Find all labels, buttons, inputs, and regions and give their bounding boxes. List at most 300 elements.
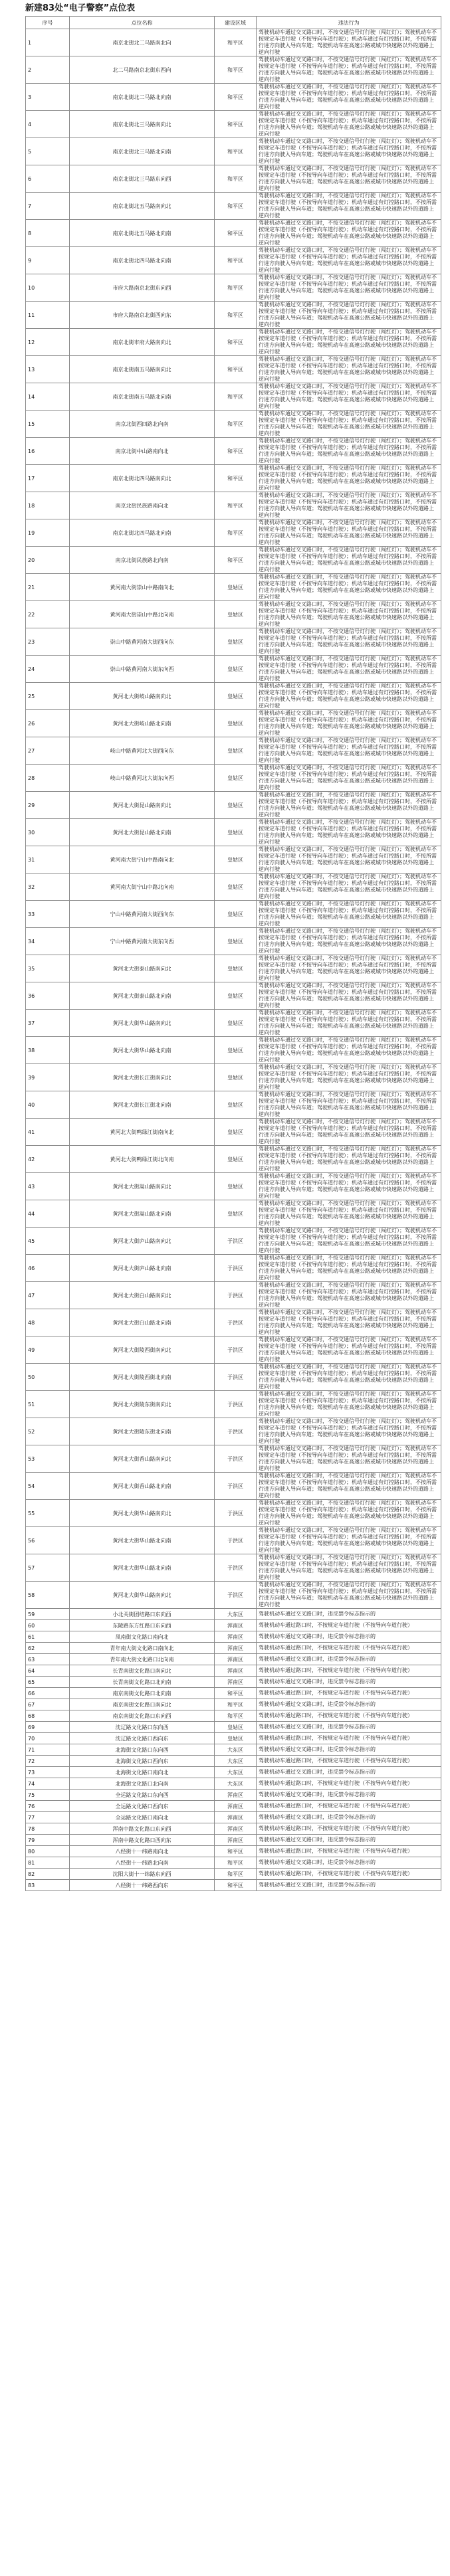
table-row (26, 1688, 441, 1699)
cell-district: 浑南区 (215, 1631, 257, 1643)
cell-index: 64 (26, 1665, 70, 1677)
cell-violation: 驾驶机动车通过交叉路口时，不按交通信号灯行驶（闯红灯）；驾驶机动车不按规定车道行驶（不按导向车道行驶）；机动车通过有灯控路口时，不按所需行进方向驶入导向车道；驾驶机动车在高速公路或城市快速路以外的道路上逆向行驶 (257, 574, 441, 601)
table-row (26, 1418, 441, 1445)
table-row (26, 438, 441, 465)
cell-violation: 驾驶机动车通过交叉路口时，不按交通信号灯行驶（闯红灯）；驾驶机动车不按规定车道行驶（不按导向车道行驶）；机动车通过有灯控路口时，不按所需行进方向驶入导向车道；驾驶机动车在高速公路或城市快速路以外的道路上逆向行驶 (257, 846, 441, 874)
cell-index: 32 (26, 874, 70, 901)
table-row (26, 1445, 441, 1473)
cell-location: 黄河北大街白山路北向南 (70, 1309, 215, 1336)
cell-location: 青年南大街文化路口南向北 (70, 1643, 215, 1654)
cell-violation: 驾驶机动车通过交叉路口时，不按交通信号灯行驶（闯红灯）；驾驶机动车不按规定车道行驶（不按导向车道行驶）；机动车通过有灯控路口时，不按所需行进方向驶入导向车道；驾驶机动车在高速公路或城市快速路以外的道路上逆向行驶 (257, 547, 441, 574)
cell-violation: 驾驶机动车通过交叉路口时，不按交通信号灯行驶（闯红灯）；驾驶机动车不按规定车道行驶（不按导向车道行驶）；机动车通过有灯控路口时，不按所需行进方向驶入导向车道；驾驶机动车在高速公路或城市快速路以外的道路上逆向行驶 (257, 601, 441, 628)
cell-location: 南京北街北四马路南向北 (70, 465, 215, 492)
cell-location: 黄河北大街香山路南向北 (70, 1445, 215, 1473)
cell-location: 黄河北大街嵩山路北向南 (70, 1200, 215, 1228)
cell-violation: 驾驶机动车通过交叉路口时，违反禁令标志指示的 (257, 1812, 441, 1823)
cell-district: 皇姑区 (215, 1119, 257, 1146)
cell-index: 82 (26, 1869, 70, 1880)
table-row (26, 846, 441, 874)
table-row (26, 1146, 441, 1173)
cell-district: 皇姑区 (215, 928, 257, 955)
cell-district: 和平区 (215, 165, 257, 193)
cell-district: 皇姑区 (215, 1146, 257, 1173)
cell-index: 26 (26, 710, 70, 737)
cell-index: 17 (26, 465, 70, 492)
cell-district: 浑南区 (215, 1812, 257, 1823)
cell-location: 南京北街北三马路北向南 (70, 138, 215, 165)
cell-violation: 驾驶机动车通过交叉路口时，不按交通信号灯行驶（闯红灯）；驾驶机动车不按规定车道行驶（不按导向车道行驶）；机动车通过有灯控路口时，不按所需行进方向驶入导向车道；驾驶机动车在高速公路或城市快速路以外的道路上逆向行驶 (257, 1309, 441, 1336)
cell-location: 南京北街南五马路南向北 (70, 356, 215, 383)
table-row (26, 765, 441, 792)
cell-violation: 驾驶机动车通过路口时，不按规定车道行驶（不按导向车道行驶） (257, 1869, 441, 1880)
cell-index: 67 (26, 1699, 70, 1710)
cell-violation: 驾驶机动车通过交叉路口时，不按交通信号灯行驶（闯红灯）；驾驶机动车不按规定车道行驶（不按导向车道行驶）；机动车通过有灯控路口时，不按所需行进方向驶入导向车道；驾驶机动车在高速公路或城市快速路以外的道路上逆向行驶 (257, 1228, 441, 1255)
cell-district: 皇姑区 (215, 737, 257, 765)
header-violation: 违法行为 (257, 17, 441, 29)
cell-violation: 驾驶机动车通过交叉路口时，不按交通信号灯行驶（闯红灯）；驾驶机动车不按规定车道行驶（不按导向车道行驶）；机动车通过有灯控路口时，不按所需行进方向驶入导向车道；驾驶机动车在高速公路或城市快速路以外的道路上逆向行驶 (257, 165, 441, 193)
cell-location: 岐山中路黄河北大街东向西 (70, 765, 215, 792)
table-row (26, 1391, 441, 1418)
cell-violation: 驾驶机动车通过路口时，不按规定车道行驶（不按导向车道行驶） (257, 1801, 441, 1812)
cell-district: 浑南区 (215, 1665, 257, 1677)
cell-violation: 驾驶机动车通过交叉路口时，不按交通信号灯行驶（闯红灯）；驾驶机动车不按规定车道行驶（不按导向车道行驶）；机动车通过有灯控路口时，不按所需行进方向驶入导向车道；驾驶机动车在高速公路或城市快速路以外的道路上逆向行驶 (257, 982, 441, 1010)
cell-location: 八经街十一纬路西向东 (70, 1880, 215, 1891)
cell-district: 皇姑区 (215, 1733, 257, 1744)
cell-index: 13 (26, 356, 70, 383)
cell-violation: 驾驶机动车通过交叉路口时，不按交通信号灯行驶（闯红灯）；驾驶机动车不按规定车道行驶（不按导向车道行驶）；机动车通过有灯控路口时，不按所需行进方向驶入导向车道；驾驶机动车在高速公路或城市快速路以外的道路上逆向行驶 (257, 656, 441, 683)
cell-violation: 驾驶机动车通过交叉路口时，不按交通信号灯行驶（闯红灯）；驾驶机动车不按规定车道行驶（不按导向车道行驶）；机动车通过有灯控路口时，不按所需行进方向驶入导向车道；驾驶机动车在高速公路或城市快速路以外的道路上逆向行驶 (257, 1037, 441, 1064)
cell-district: 和平区 (215, 411, 257, 438)
cell-district: 大东区 (215, 1767, 257, 1778)
cell-violation: 驾驶机动车通过交叉路口时，不按交通信号灯行驶（闯红灯）；驾驶机动车不按规定车道行驶（不按导向车道行驶）；机动车通过有灯控路口时，不按所需行进方向驶入导向车道；驾驶机动车在高速公路或城市快速路以外的道路上逆向行驶 (257, 1445, 441, 1473)
table-row (26, 1064, 441, 1091)
cell-violation: 驾驶机动车通过交叉路口时，不按交通信号灯行驶（闯红灯）；驾驶机动车不按规定车道行驶（不按导向车道行驶）；机动车通过有灯控路口时，不按所需行进方向驶入导向车道；驾驶机动车在高速公路或城市快速路以外的道路上逆向行驶 (257, 765, 441, 792)
cell-district: 浑南区 (215, 1823, 257, 1835)
cell-violation: 驾驶机动车通过交叉路口时，不按交通信号灯行驶（闯红灯）；驾驶机动车不按规定车道行驶（不按导向车道行驶）；机动车通过有灯控路口时，不按所需行进方向驶入导向车道；驾驶机动车在高速公路或城市快速路以外的道路上逆向行驶 (257, 220, 441, 247)
table-row (26, 1857, 441, 1869)
cell-district: 皇姑区 (215, 874, 257, 901)
cell-violation: 驾驶机动车通过交叉路口时，不按交通信号灯行驶（闯红灯）；驾驶机动车不按规定车道行驶（不按导向车道行驶）；机动车通过有灯控路口时，不按所需行进方向驶入导向车道；驾驶机动车在高速公路或城市快速路以外的道路上逆向行驶 (257, 438, 441, 465)
cell-district: 皇姑区 (215, 1091, 257, 1119)
cell-violation: 驾驶机动车通过交叉路口时，不按交通信号灯行驶（闯红灯）；驾驶机动车不按规定车道行驶（不按导向车道行驶）；机动车通过有灯控路口时，不按所需行进方向驶入导向车道；驾驶机动车在高速公路或城市快速路以外的道路上逆向行驶 (257, 274, 441, 302)
cell-location: 北海街文化路口南向北 (70, 1767, 215, 1778)
table-row (26, 1835, 441, 1846)
cell-violation: 驾驶机动车通过交叉路口时，违反禁令标志指示的 (257, 1767, 441, 1778)
cell-violation: 驾驶机动车通过交叉路口时，不按交通信号灯行驶（闯红灯）；驾驶机动车不按规定车道行驶（不按导向车道行驶）；机动车通过有灯控路口时，不按所需行进方向驶入导向车道；驾驶机动车在高速公路或城市快速路以外的道路上逆向行驶 (257, 1091, 441, 1119)
cell-violation: 驾驶机动车通过交叉路口时，不按交通信号灯行驶（闯红灯）；驾驶机动车不按规定车道行驶（不按导向车道行驶）；机动车通过有灯控路口时，不按所需行进方向驶入导向车道；驾驶机动车在高速公路或城市快速路以外的道路上逆向行驶 (257, 1064, 441, 1091)
cell-index: 75 (26, 1790, 70, 1801)
cell-violation: 驾驶机动车通过交叉路口时，不按交通信号灯行驶（闯红灯）；驾驶机动车不按规定车道行驶（不按导向车道行驶）；机动车通过有灯控路口时，不按所需行进方向驶入导向车道；驾驶机动车在高速公路或城市快速路以外的道路上逆向行驶 (257, 1336, 441, 1364)
cell-district: 和平区 (215, 56, 257, 84)
cell-violation: 驾驶机动车通过交叉路口时，不按交通信号灯行驶（闯红灯）；驾驶机动车不按规定车道行驶（不按导向车道行驶）；机动车通过有灯控路口时，不按所需行进方向驶入导向车道；驾驶机动车在高速公路或城市快速路以外的道路上逆向行驶 (257, 1527, 441, 1554)
cell-index: 80 (26, 1846, 70, 1857)
cell-location: 南京南街文化路口南向北 (70, 1699, 215, 1710)
cell-violation: 驾驶机动车通过交叉路口时，违反禁令标志指示的 (257, 1857, 441, 1869)
cell-index: 58 (26, 1582, 70, 1609)
table-row (26, 1309, 441, 1336)
table-row (26, 329, 441, 356)
cell-violation: 驾驶机动车通过交叉路口时，不按交通信号灯行驶（闯红灯）；驾驶机动车不按规定车道行驶（不按导向车道行驶）；机动车通过有灯控路口时，不按所需行进方向驶入导向车道；驾驶机动车在高速公路或城市快速路以外的道路上逆向行驶 (257, 1173, 441, 1200)
cell-violation: 驾驶机动车通过交叉路口时，不按交通信号灯行驶（闯红灯）；驾驶机动车不按规定车道行驶（不按导向车道行驶）；机动车通过有灯控路口时，不按所需行进方向驶入导向车道；驾驶机动车在高速公路或城市快速路以外的道路上逆向行驶 (257, 1010, 441, 1037)
cell-location: 全运路文化路口东向西 (70, 1790, 215, 1801)
cell-district: 和平区 (215, 1869, 257, 1880)
cell-index: 14 (26, 383, 70, 411)
cell-location: 南京北街民族路南向北 (70, 492, 215, 519)
cell-district: 和平区 (215, 1846, 257, 1857)
cell-index: 49 (26, 1336, 70, 1364)
cell-location: 市府大路南京北街东向西 (70, 274, 215, 302)
cell-location: 黄河南大街崇山中路北向南 (70, 601, 215, 628)
cell-location: 北二马路南京北街东西向 (70, 56, 215, 84)
cell-violation: 驾驶机动车通过交叉路口时，不按交通信号灯行驶（闯红灯）；驾驶机动车不按规定车道行驶（不按导向车道行驶）；机动车通过有灯控路口时，不按所需行进方向驶入导向车道；驾驶机动车在高速公路或城市快速路以外的道路上逆向行驶 (257, 56, 441, 84)
cell-violation: 驾驶机动车通过交叉路口时，不按交通信号灯行驶（闯红灯）；驾驶机动车不按规定车道行驶（不按导向车道行驶）；机动车通过有灯控路口时，不按所需行进方向驶入导向车道；驾驶机动车在高速公路或城市快速路以外的道路上逆向行驶 (257, 683, 441, 710)
table-row (26, 1699, 441, 1710)
cell-location: 黄河北大街陵西街南向北 (70, 1336, 215, 1364)
cell-district: 和平区 (215, 1880, 257, 1891)
cell-location: 宁山中路黄河南大街西向东 (70, 901, 215, 928)
table-row (26, 111, 441, 138)
cell-index: 72 (26, 1756, 70, 1767)
cell-index: 63 (26, 1654, 70, 1665)
cell-location: 南京北街南五马路北向南 (70, 383, 215, 411)
cell-district: 和平区 (215, 302, 257, 329)
cell-location: 东陵路东方红路口东向西 (70, 1620, 215, 1631)
cell-violation: 驾驶机动车通过交叉路口时，违反禁令标志指示的 (257, 1609, 441, 1620)
table-row (26, 1643, 441, 1654)
cell-index: 29 (26, 792, 70, 819)
cell-location: 岐山中路黄河北大街西向东 (70, 737, 215, 765)
cell-index: 46 (26, 1255, 70, 1282)
cell-location: 小北关街团结路口东向西 (70, 1609, 215, 1620)
table-row (26, 138, 441, 165)
cell-index: 7 (26, 193, 70, 220)
cell-district: 于洪区 (215, 1418, 257, 1445)
table-row (26, 84, 441, 111)
cell-location: 南京北街民族路北向南 (70, 547, 215, 574)
cell-location: 黄河北大街陵西街北向南 (70, 1364, 215, 1391)
cell-location: 长青南街文化路口北向南 (70, 1677, 215, 1688)
cell-index: 83 (26, 1880, 70, 1891)
cell-location: 南京北街北五马路南向北 (70, 193, 215, 220)
cell-index: 60 (26, 1620, 70, 1631)
cell-index: 27 (26, 737, 70, 765)
cell-index: 77 (26, 1812, 70, 1823)
cell-index: 25 (26, 683, 70, 710)
cell-location: 浑南中路文化路口西向东 (70, 1835, 215, 1846)
cell-violation: 驾驶机动车通过交叉路口时，不按交通信号灯行驶（闯红灯）；驾驶机动车不按规定车道行驶（不按导向车道行驶）；机动车通过有灯控路口时，不按所需行进方向驶入导向车道；驾驶机动车在高速公路或城市快速路以外的道路上逆向行驶 (257, 383, 441, 411)
cell-index: 48 (26, 1309, 70, 1336)
table-row (26, 247, 441, 274)
cell-location: 南京北街北三马路南向北 (70, 111, 215, 138)
table-row (26, 1710, 441, 1722)
cell-district: 和平区 (215, 138, 257, 165)
cell-index: 10 (26, 274, 70, 302)
table-row (26, 547, 441, 574)
cell-location: 南京北街北四马路北向南 (70, 247, 215, 274)
table-row (26, 819, 441, 846)
table-row (26, 683, 441, 710)
table-row (26, 193, 441, 220)
table-row (26, 1364, 441, 1391)
cell-district: 和平区 (215, 383, 257, 411)
cell-violation: 驾驶机动车通过交叉路口时，不按交通信号灯行驶（闯红灯）；驾驶机动车不按规定车道行驶（不按导向车道行驶）；机动车通过有灯控路口时，不按所需行进方向驶入导向车道；驾驶机动车在高速公路或城市快速路以外的道路上逆向行驶 (257, 901, 441, 928)
table-row (26, 1722, 441, 1733)
cell-index: 65 (26, 1677, 70, 1688)
table-row (26, 29, 441, 56)
cell-violation: 驾驶机动车通过交叉路口时，不按交通信号灯行驶（闯红灯）；驾驶机动车不按规定车道行驶（不按导向车道行驶）；机动车通过有灯控路口时，不按所需行进方向驶入导向车道；驾驶机动车在高速公路或城市快速路以外的道路上逆向行驶 (257, 1391, 441, 1418)
cell-location: 市府大路南京北街西向东 (70, 302, 215, 329)
table-row (26, 1801, 441, 1812)
cell-violation: 驾驶机动车通过路口时，不按规定车道行驶（不按导向车道行驶） (257, 1620, 441, 1631)
cell-index: 66 (26, 1688, 70, 1699)
cell-index: 36 (26, 982, 70, 1010)
cell-index: 73 (26, 1767, 70, 1778)
table-row (26, 955, 441, 982)
cell-location: 八经街十一纬路北向南 (70, 1857, 215, 1869)
table-row (26, 1756, 441, 1767)
table-row (26, 1037, 441, 1064)
cell-location: 南京北街北二马路北向南 (70, 84, 215, 111)
table-row (26, 165, 441, 193)
cell-district: 和平区 (215, 193, 257, 220)
table-row (26, 1282, 441, 1309)
cell-violation: 驾驶机动车通过交叉路口时，不按交通信号灯行驶（闯红灯）；驾驶机动车不按规定车道行驶（不按导向车道行驶）；机动车通过有灯控路口时，不按所需行进方向驶入导向车道；驾驶机动车在高速公路或城市快速路以外的道路上逆向行驶 (257, 1200, 441, 1228)
cell-index: 68 (26, 1710, 70, 1722)
table-row (26, 1744, 441, 1756)
cell-violation: 驾驶机动车通过交叉路口时，不按交通信号灯行驶（闯红灯）；驾驶机动车不按规定车道行驶（不按导向车道行驶）；机动车通过有灯控路口时，不按所需行进方向驶入导向车道；驾驶机动车在高速公路或城市快速路以外的道路上逆向行驶 (257, 302, 441, 329)
cell-index: 40 (26, 1091, 70, 1119)
table-header-row (26, 17, 441, 29)
cell-district: 大东区 (215, 1756, 257, 1767)
cell-index: 51 (26, 1391, 70, 1418)
cell-location: 黄河北大街嵩山路南向北 (70, 1173, 215, 1200)
cell-district: 和平区 (215, 465, 257, 492)
cell-district: 皇姑区 (215, 656, 257, 683)
cell-violation: 驾驶机动车通过交叉路口时，不按交通信号灯行驶（闯红灯）；驾驶机动车不按规定车道行驶（不按导向车道行驶）；机动车通过有灯控路口时，不按所需行进方向驶入导向车道；驾驶机动车在高速公路或城市快速路以外的道路上逆向行驶 (257, 1364, 441, 1391)
cell-location: 黄河南大街宁山中路北向南 (70, 874, 215, 901)
cell-index: 23 (26, 628, 70, 656)
cell-index: 18 (26, 492, 70, 519)
cell-location: 黄河北大街昆山路北向南 (70, 819, 215, 846)
cell-violation: 驾驶机动车通过交叉路口时，不按交通信号灯行驶（闯红灯）；驾驶机动车不按规定车道行驶（不按导向车道行驶）；机动车通过有灯控路口时，不按所需行进方向驶入导向车道；驾驶机动车在高速公路或城市快速路以外的道路上逆向行驶 (257, 193, 441, 220)
cell-district: 于洪区 (215, 1554, 257, 1582)
cell-index: 35 (26, 955, 70, 982)
cell-district: 和平区 (215, 519, 257, 547)
cell-location: 黄河北大街香山路北向南 (70, 1473, 215, 1500)
cell-violation: 驾驶机动车通过交叉路口时，不按交通信号灯行驶（闯红灯）；驾驶机动车不按规定车道行驶（不按导向车道行驶）；机动车通过有灯控路口时，不按所需行进方向驶入导向车道；驾驶机动车在高速公路或城市快速路以外的道路上逆向行驶 (257, 1146, 441, 1173)
cell-district: 于洪区 (215, 1336, 257, 1364)
cell-district: 和平区 (215, 492, 257, 519)
cell-location: 沈辽路文化路口东向西 (70, 1722, 215, 1733)
cell-index: 9 (26, 247, 70, 274)
cell-location: 北海街文化路口西向东 (70, 1756, 215, 1767)
cell-district: 浑南区 (215, 1801, 257, 1812)
cell-index: 1 (26, 29, 70, 56)
table-row (26, 1336, 441, 1364)
cell-district: 浑南区 (215, 1643, 257, 1654)
table-row (26, 1200, 441, 1228)
cell-district: 和平区 (215, 356, 257, 383)
cell-violation: 驾驶机动车通过路口时，不按规定车道行驶（不按导向车道行驶） (257, 1823, 441, 1835)
cell-district: 于洪区 (215, 1473, 257, 1500)
cell-index: 81 (26, 1857, 70, 1869)
table-row (26, 792, 441, 819)
cell-violation: 驾驶机动车通过交叉路口时，不按交通信号灯行驶（闯红灯）；驾驶机动车不按规定车道行驶（不按导向车道行驶）；机动车通过有灯控路口时，不按所需行进方向驶入导向车道；驾驶机动车在高速公路或城市快速路以外的道路上逆向行驶 (257, 710, 441, 737)
cell-location: 黄河北大街华山路北向南 (70, 1527, 215, 1554)
cell-district: 和平区 (215, 247, 257, 274)
table-row (26, 737, 441, 765)
cell-location: 黄河北大街长江街北向南 (70, 1091, 215, 1119)
cell-location: 南京北街北五马路北向南 (70, 220, 215, 247)
cell-location: 黄河北大街岐山路北向南 (70, 710, 215, 737)
cell-violation: 驾驶机动车通过交叉路口时，不按交通信号灯行驶（闯红灯）；驾驶机动车不按规定车道行驶（不按导向车道行驶）；机动车通过有灯控路口时，不按所需行进方向驶入导向车道；驾驶机动车在高速公路或城市快速路以外的道路上逆向行驶 (257, 29, 441, 56)
cell-location: 崇山中路黄河南大街东向西 (70, 656, 215, 683)
cell-location: 南京北街北三马路东向西 (70, 165, 215, 193)
cell-district: 于洪区 (215, 1282, 257, 1309)
cell-index: 45 (26, 1228, 70, 1255)
cell-index: 2 (26, 56, 70, 84)
cell-location: 沈辽路文化路口西向东 (70, 1733, 215, 1744)
cell-district: 皇姑区 (215, 765, 257, 792)
cell-district: 大东区 (215, 1609, 257, 1620)
cell-location: 黄河北大街华山路南向北 (70, 1500, 215, 1527)
cell-violation: 驾驶机动车通过交叉路口时，不按交通信号灯行驶（闯红灯）；驾驶机动车不按规定车道行驶（不按导向车道行驶）；机动车通过有灯控路口时，不按所需行进方向驶入导向车道；驾驶机动车在高速公路或城市快速路以外的道路上逆向行驶 (257, 737, 441, 765)
header-location: 点位名称 (70, 17, 215, 29)
cell-violation: 驾驶机动车通过交叉路口时，违反禁令标志指示的 (257, 1677, 441, 1688)
cell-district: 和平区 (215, 1710, 257, 1722)
cell-violation: 驾驶机动车通过交叉路口时，不按交通信号灯行驶（闯红灯）；驾驶机动车不按规定车道行驶（不按导向车道行驶）；机动车通过有灯控路口时，不按所需行进方向驶入导向车道；驾驶机动车在高速公路或城市快速路以外的道路上逆向行驶 (257, 955, 441, 982)
camera-location-table (25, 16, 441, 1891)
cell-index: 55 (26, 1500, 70, 1527)
table-row (26, 1500, 441, 1527)
cell-district: 浑南区 (215, 1790, 257, 1801)
cell-violation: 驾驶机动车通过交叉路口时，不按交通信号灯行驶（闯红灯）；驾驶机动车不按规定车道行驶（不按导向车道行驶）；机动车通过有灯控路口时，不按所需行进方向驶入导向车道；驾驶机动车在高速公路或城市快速路以外的道路上逆向行驶 (257, 874, 441, 901)
cell-index: 69 (26, 1722, 70, 1733)
table-row (26, 1631, 441, 1643)
cell-index: 16 (26, 438, 70, 465)
cell-violation: 驾驶机动车通过交叉路口时，违反禁令标志指示的 (257, 1835, 441, 1846)
cell-location: 黄河北大街泰山路南向北 (70, 955, 215, 982)
table-row (26, 1228, 441, 1255)
cell-index: 4 (26, 111, 70, 138)
cell-index: 8 (26, 220, 70, 247)
cell-district: 皇姑区 (215, 846, 257, 874)
cell-location: 黄河北大街华山路南向北 (70, 1582, 215, 1609)
table-row (26, 1582, 441, 1609)
cell-index: 39 (26, 1064, 70, 1091)
cell-location: 全运路文化路口西向东 (70, 1801, 215, 1812)
cell-location: 黄河北大街长江街南向北 (70, 1064, 215, 1091)
table-row (26, 1620, 441, 1631)
cell-location: 黄河北大街白山路南向北 (70, 1282, 215, 1309)
cell-index: 30 (26, 819, 70, 846)
cell-index: 11 (26, 302, 70, 329)
cell-violation: 驾驶机动车通过交叉路口时，不按交通信号灯行驶（闯红灯）；驾驶机动车不按规定车道行驶（不按导向车道行驶）；机动车通过有灯控路口时，不按所需行进方向驶入导向车道；驾驶机动车在高速公路或城市快速路以外的道路上逆向行驶 (257, 519, 441, 547)
cell-location: 黄河北大街华山路北向南 (70, 1037, 215, 1064)
table-row (26, 1010, 441, 1037)
cell-violation: 驾驶机动车通过交叉路口时，不按交通信号灯行驶（闯红灯）；驾驶机动车不按规定车道行驶（不按导向车道行驶）；机动车通过有灯控路口时，不按所需行进方向驶入导向车道；驾驶机动车在高速公路或城市快速路以外的道路上逆向行驶 (257, 792, 441, 819)
cell-violation: 驾驶机动车通过路口时，不按规定车道行驶（不按导向车道行驶） (257, 1688, 441, 1699)
cell-district: 和平区 (215, 1857, 257, 1869)
cell-location: 黄河北大街昆山路南向北 (70, 792, 215, 819)
table-row (26, 1255, 441, 1282)
cell-index: 56 (26, 1527, 70, 1554)
table-row (26, 1677, 441, 1688)
cell-district: 浑南区 (215, 1620, 257, 1631)
table-row (26, 1527, 441, 1554)
cell-violation: 驾驶机动车通过交叉路口时，不按交通信号灯行驶（闯红灯）；驾驶机动车不按规定车道行驶（不按导向车道行驶）；机动车通过有灯控路口时，不按所需行进方向驶入导向车道；驾驶机动车在高速公路或城市快速路以外的道路上逆向行驶 (257, 329, 441, 356)
cell-violation: 驾驶机动车通过交叉路口时，不按交通信号灯行驶（闯红灯）；驾驶机动车不按规定车道行驶（不按导向车道行驶）；机动车通过有灯控路口时，不按所需行进方向驶入导向车道；驾驶机动车在高速公路或城市快速路以外的道路上逆向行驶 (257, 247, 441, 274)
cell-district: 和平区 (215, 329, 257, 356)
cell-violation: 驾驶机动车通过路口时，不按规定车道行驶（不按导向车道行驶） (257, 1846, 441, 1857)
cell-location: 长青南街文化路口南向北 (70, 1665, 215, 1677)
cell-district: 浑南区 (215, 1835, 257, 1846)
cell-index: 50 (26, 1364, 70, 1391)
table-row (26, 492, 441, 519)
cell-index: 61 (26, 1631, 70, 1643)
cell-location: 黄河北大街鸭绿江街南向北 (70, 1119, 215, 1146)
cell-district: 于洪区 (215, 1500, 257, 1527)
table-row (26, 1119, 441, 1146)
table-row (26, 1173, 441, 1200)
cell-index: 21 (26, 574, 70, 601)
cell-district: 皇姑区 (215, 1173, 257, 1200)
cell-location: 南京北街北四马路北向南 (70, 519, 215, 547)
table-row (26, 56, 441, 84)
cell-violation: 驾驶机动车通过交叉路口时，不按交通信号灯行驶（闯红灯）；驾驶机动车不按规定车道行驶（不按导向车道行驶）；机动车通过有灯控路口时，不按所需行进方向驶入导向车道；驾驶机动车在高速公路或城市快速路以外的道路上逆向行驶 (257, 928, 441, 955)
cell-violation: 驾驶机动车通过交叉路口时，违反禁令标志指示的 (257, 1654, 441, 1665)
cell-location: 全运路文化路口南向北 (70, 1812, 215, 1823)
cell-index: 12 (26, 329, 70, 356)
table-row (26, 710, 441, 737)
cell-district: 皇姑区 (215, 1200, 257, 1228)
table-row (26, 1654, 441, 1665)
cell-index: 22 (26, 601, 70, 628)
cell-location: 黄河北大街泰山路北向南 (70, 982, 215, 1010)
cell-location: 黄河北大街庐山路南向北 (70, 1228, 215, 1255)
cell-district: 于洪区 (215, 1527, 257, 1554)
cell-district: 和平区 (215, 1688, 257, 1699)
cell-district: 皇姑区 (215, 574, 257, 601)
cell-location: 黄河北大街庐山路北向南 (70, 1255, 215, 1282)
cell-index: 57 (26, 1554, 70, 1582)
cell-location: 凤南街文化路口南向北 (70, 1631, 215, 1643)
cell-index: 62 (26, 1643, 70, 1654)
cell-index: 43 (26, 1173, 70, 1200)
cell-violation: 驾驶机动车通过交叉路口时，不按交通信号灯行驶（闯红灯）；驾驶机动车不按规定车道行驶（不按导向车道行驶）；机动车通过有灯控路口时，不按所需行进方向驶入导向车道；驾驶机动车在高速公路或城市快速路以外的道路上逆向行驶 (257, 492, 441, 519)
cell-index: 33 (26, 901, 70, 928)
cell-violation: 驾驶机动车通过路口时，不按规定车道行驶（不按导向车道行驶） (257, 1733, 441, 1744)
cell-violation: 驾驶机动车通过交叉路口时，不按交通信号灯行驶（闯红灯）；驾驶机动车不按规定车道行驶（不按导向车道行驶）；机动车通过有灯控路口时，不按所需行进方向驶入导向车道；驾驶机动车在高速公路或城市快速路以外的道路上逆向行驶 (257, 1473, 441, 1500)
cell-violation: 驾驶机动车通过交叉路口时，不按交通信号灯行驶（闯红灯）；驾驶机动车不按规定车道行驶（不按导向车道行驶）；机动车通过有灯控路口时，不按所需行进方向驶入导向车道；驾驶机动车在高速公路或城市快速路以外的道路上逆向行驶 (257, 1418, 441, 1445)
cell-district: 于洪区 (215, 1255, 257, 1282)
table-row (26, 1812, 441, 1823)
table-row (26, 411, 441, 438)
cell-violation: 驾驶机动车通过交叉路口时，违反禁令标志指示的 (257, 1699, 441, 1710)
cell-index: 52 (26, 1418, 70, 1445)
cell-index: 3 (26, 84, 70, 111)
cell-district: 于洪区 (215, 1309, 257, 1336)
table-row (26, 574, 441, 601)
cell-district: 于洪区 (215, 1364, 257, 1391)
table-row (26, 874, 441, 901)
cell-violation: 驾驶机动车通过交叉路口时，不按交通信号灯行驶（闯红灯）；驾驶机动车不按规定车道行驶（不按导向车道行驶）；机动车通过有灯控路口时，不按所需行进方向驶入导向车道；驾驶机动车在高速公路或城市快速路以外的道路上逆向行驶 (257, 411, 441, 438)
cell-location: 黄河南大街崇山中路南向北 (70, 574, 215, 601)
cell-violation: 驾驶机动车通过交叉路口时，违反禁令标志指示的 (257, 1790, 441, 1801)
cell-location: 宁山中路黄河南大街东向西 (70, 928, 215, 955)
table-row (26, 1790, 441, 1801)
cell-index: 20 (26, 547, 70, 574)
